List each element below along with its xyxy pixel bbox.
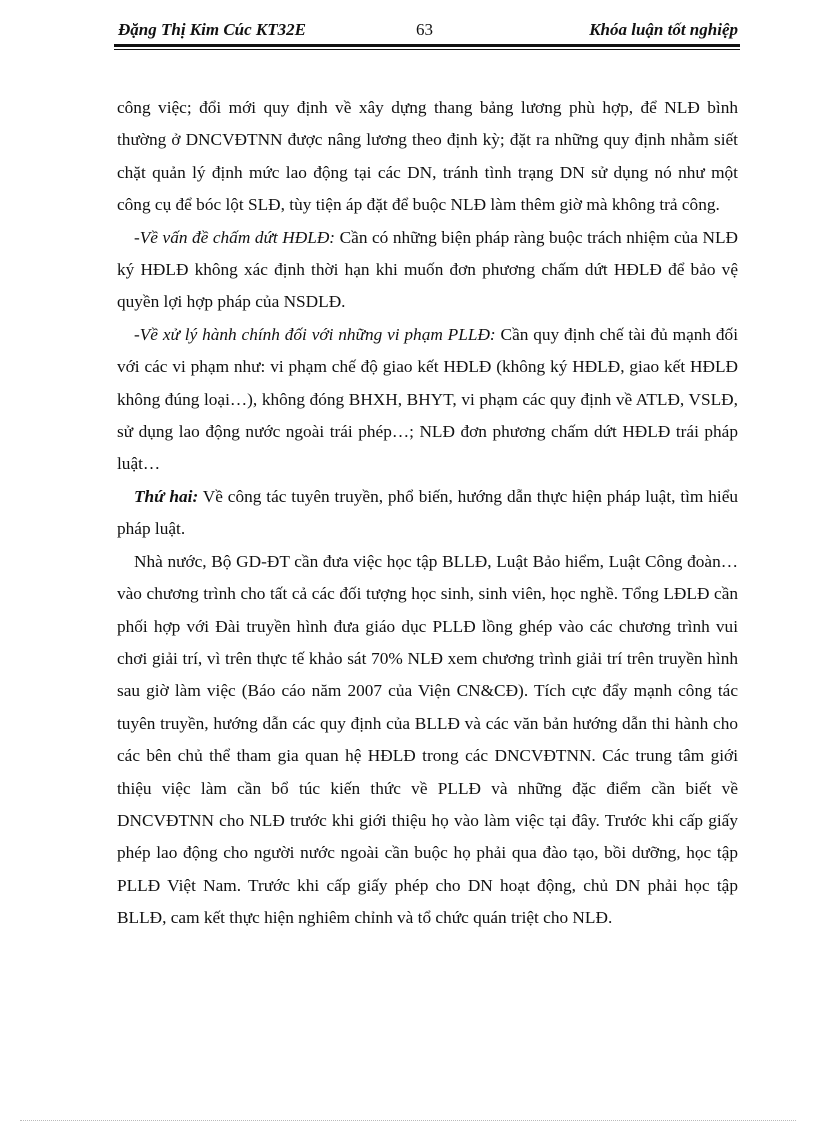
- page-header: [114, 18, 740, 42]
- header-rule-thin: [114, 49, 740, 50]
- header-page-number: 63: [416, 20, 433, 39]
- page-body: [117, 92, 738, 935]
- paragraph-4-lead: Thứ hai:: [134, 486, 199, 506]
- paragraph-3: [117, 319, 738, 481]
- header-document-title: Khóa luận tốt nghiệp: [589, 20, 738, 39]
- paragraph-2-lead: -Về vấn đề chấm dứt HĐLĐ:: [134, 227, 336, 247]
- paragraph-4: [117, 481, 738, 546]
- paragraph-2-text: Cần có những biện pháp ràng buộc trách nhiệm của NLĐ ký HĐLĐ không xác định thời hạn khi muốn đơn phương chấm dứt HĐLĐ để bảo vệ quyền lợi hợp pháp của NSDLĐ.: [117, 227, 739, 312]
- paragraph-4-text: Về công tác tuyên truyền, phổ biến, hướng dẫn thực hiện pháp luật, tìm hiểu pháp luật.: [117, 486, 739, 539]
- paragraph-3-text: Cần quy định chế tài đủ mạnh đối với các vi phạm như: vi phạm chế độ giao kết HĐLĐ (không ký HĐLĐ, giao kết HĐLĐ không đúng loại…), không đóng BHXH, BHYT, vi phạm các quy định về ATLĐ, VSLĐ, sử dụng lao động nước ngoài trái phép…; NLĐ đơn phương chấm dứt HĐLĐ trái pháp luật…: [117, 324, 739, 474]
- page-bottom-divider: [20, 1120, 796, 1121]
- paragraph-5: Nhà nước, Bộ GD-ĐT cần đưa việc học tập BLLĐ, Luật Bảo hiểm, Luật Công đoàn… vào chương trình cho tất cả các đối tượng học sinh, sinh viên, học nghề. Tổng LĐLĐ cần phối hợp với Đài truyền hình đưa giáo dục PLLĐ lồng ghép vào các chương trình vui chơi giải trí, vì trên thực tế khảo sát 70% NLĐ xem chương trình giải trí trên truyền hình sau giờ làm việc (Báo cáo năm 2007 của Viện CN&CĐ). Tích cực đẩy mạnh công tác tuyên truyền, hướng dẫn các quy định của BLLĐ và các văn bản hướng dẫn thi hành cho các bên chủ thể tham gia quan hệ HĐLĐ trong các DNCVĐTNN. Các trung tâm giới thiệu việc làm cần bổ túc kiến thức về PLLĐ và những đặc điểm cần biết về DNCVĐTNN cho NLĐ trước khi giới thiệu họ vào làm việc tại đây. Trước khi cấp giấy phép lao động cho người nước ngoài cần buộc họ phải qua đào tạo, bồi dưỡng, học tập PLLĐ Việt Nam. Trước khi cấp giấy phép cho DN hoạt động, chủ DN phải học tập BLLĐ, cam kết thực hiện nghiêm chỉnh và tổ chức quán triệt cho NLĐ.: [117, 551, 738, 928]
- header-author: Đặng Thị Kim Cúc KT32E: [118, 20, 306, 39]
- paragraph-1: công việc; đổi mới quy định về xây dựng thang bảng lương phù hợp, để NLĐ bình thường ở DNCVĐTNN được nâng lương theo định kỳ; đặt ra những quy định nhằm siết chặt quản lý định mức lao động tại các DN, tránh tình trạng DN sử dụng nó như một công cụ để bóc lột SLĐ, tùy tiện áp đặt để buộc NLĐ làm thêm giờ mà không trả công.: [117, 98, 738, 215]
- paragraph-2: [117, 222, 738, 319]
- header-rule-thick: [114, 44, 740, 47]
- paragraph-3-lead: -Về xử lý hành chính đối với những vi phạm PLLĐ:: [134, 324, 496, 344]
